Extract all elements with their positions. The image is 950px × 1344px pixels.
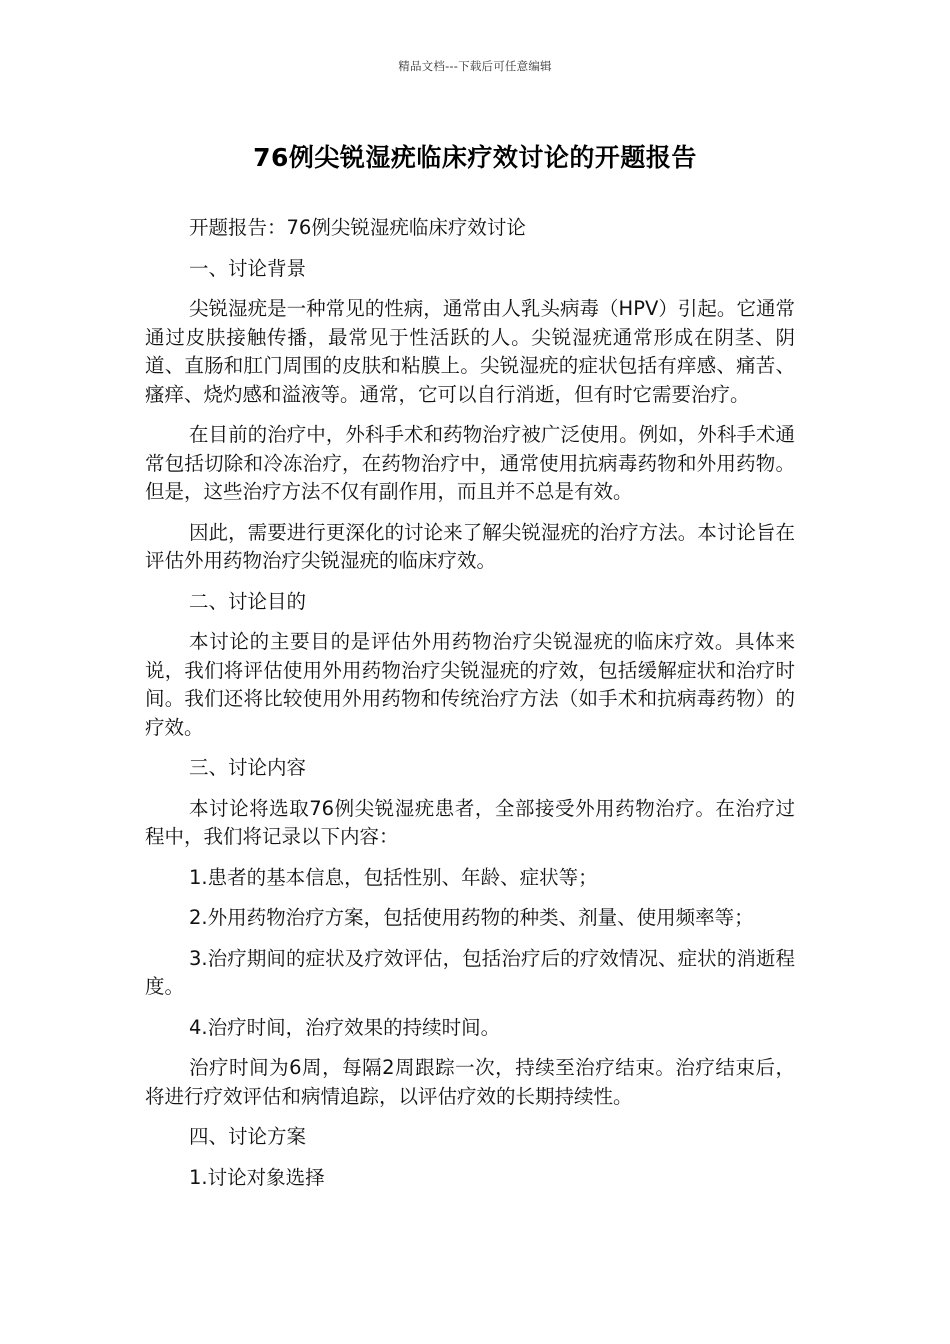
list-item-2: 2.外用药物治疗方案，包括使用药物的种类、剂量、使用频率等；: [189, 906, 754, 929]
section-heading-purpose: 二、讨论目的: [189, 589, 307, 613]
report-subtitle: 开题报告：76例尖锐湿疣临床疗效讨论: [189, 216, 526, 239]
paragraph-background-2: 在目前的治疗中，外科手术和药物治疗被广泛使用。例如，外科手术通常包括切除和冷冻治疗，在药物治疗中，通常使用抗病毒药物和外用药物。但是，这些治疗方法不仅有副作用，而且并不总是有效。: [145, 423, 795, 503]
paragraph-purpose: 本讨论的主要目的是评估外用药物治疗尖锐湿疣的临床疗效。具体来说，我们将评估使用外用药物治疗尖锐湿疣的疗效，包括缓解症状和治疗时间。我们还将比较使用外用药物和传统治疗方法（如手术和抗病毒药物）的疗效。: [145, 630, 795, 739]
list-item-3: 3.治疗期间的症状及疗效评估，包括治疗后的疗效情况、症状的消逝程度。: [145, 946, 795, 998]
subheading-subject-selection: 1.讨论对象选择: [189, 1165, 325, 1189]
header-note: 精品文档---下载后可任意编辑: [398, 59, 552, 73]
paragraph-background-1: 尖锐湿疣是一种常见的性病，通常由人乳头病毒（HPV）引起。它通常通过皮肤接触传播，最常见于性活跃的人。尖锐湿疣通常形成在阴茎、阴道、直肠和肛门周围的皮肤和粘膜上。尖锐湿疣的症状包括有痒感、痛苦、瘙痒、烧灼感和溢液等。通常，它可以自行消逝，但有时它需要治疗。: [145, 297, 795, 406]
list-item-4: 4.治疗时间，治疗效果的持续时间。: [189, 1015, 501, 1039]
paragraph-background-3: 因此，需要进行更深化的讨论来了解尖锐湿疣的治疗方法。本讨论旨在评估外用药物治疗尖锐湿疣的临床疗效。: [145, 520, 795, 572]
paragraph-content-intro: 本讨论将选取76例尖锐湿疣患者，全部接受外用药物治疗。在治疗过程中，我们将记录以下内容：: [145, 796, 795, 848]
document-body: [145, 214, 795, 1204]
paragraph-duration: 治疗时间为6周，每隔2周跟踪一次，持续至治疗结束。治疗结束后，将进行疗效评估和病情追踪，以评估疗效的长期持续性。: [145, 1056, 795, 1108]
section-heading-plan: 四、讨论方案: [189, 1125, 307, 1148]
section-heading-content: 三、讨论内容: [189, 756, 307, 779]
section-heading-background: 一、讨论背景: [189, 256, 307, 280]
document-title: 76例尖锐湿疣临床疗效讨论的开题报告: [253, 143, 697, 172]
list-item-1: 1.患者的基本信息，包括性别、年龄、症状等；: [189, 865, 598, 889]
